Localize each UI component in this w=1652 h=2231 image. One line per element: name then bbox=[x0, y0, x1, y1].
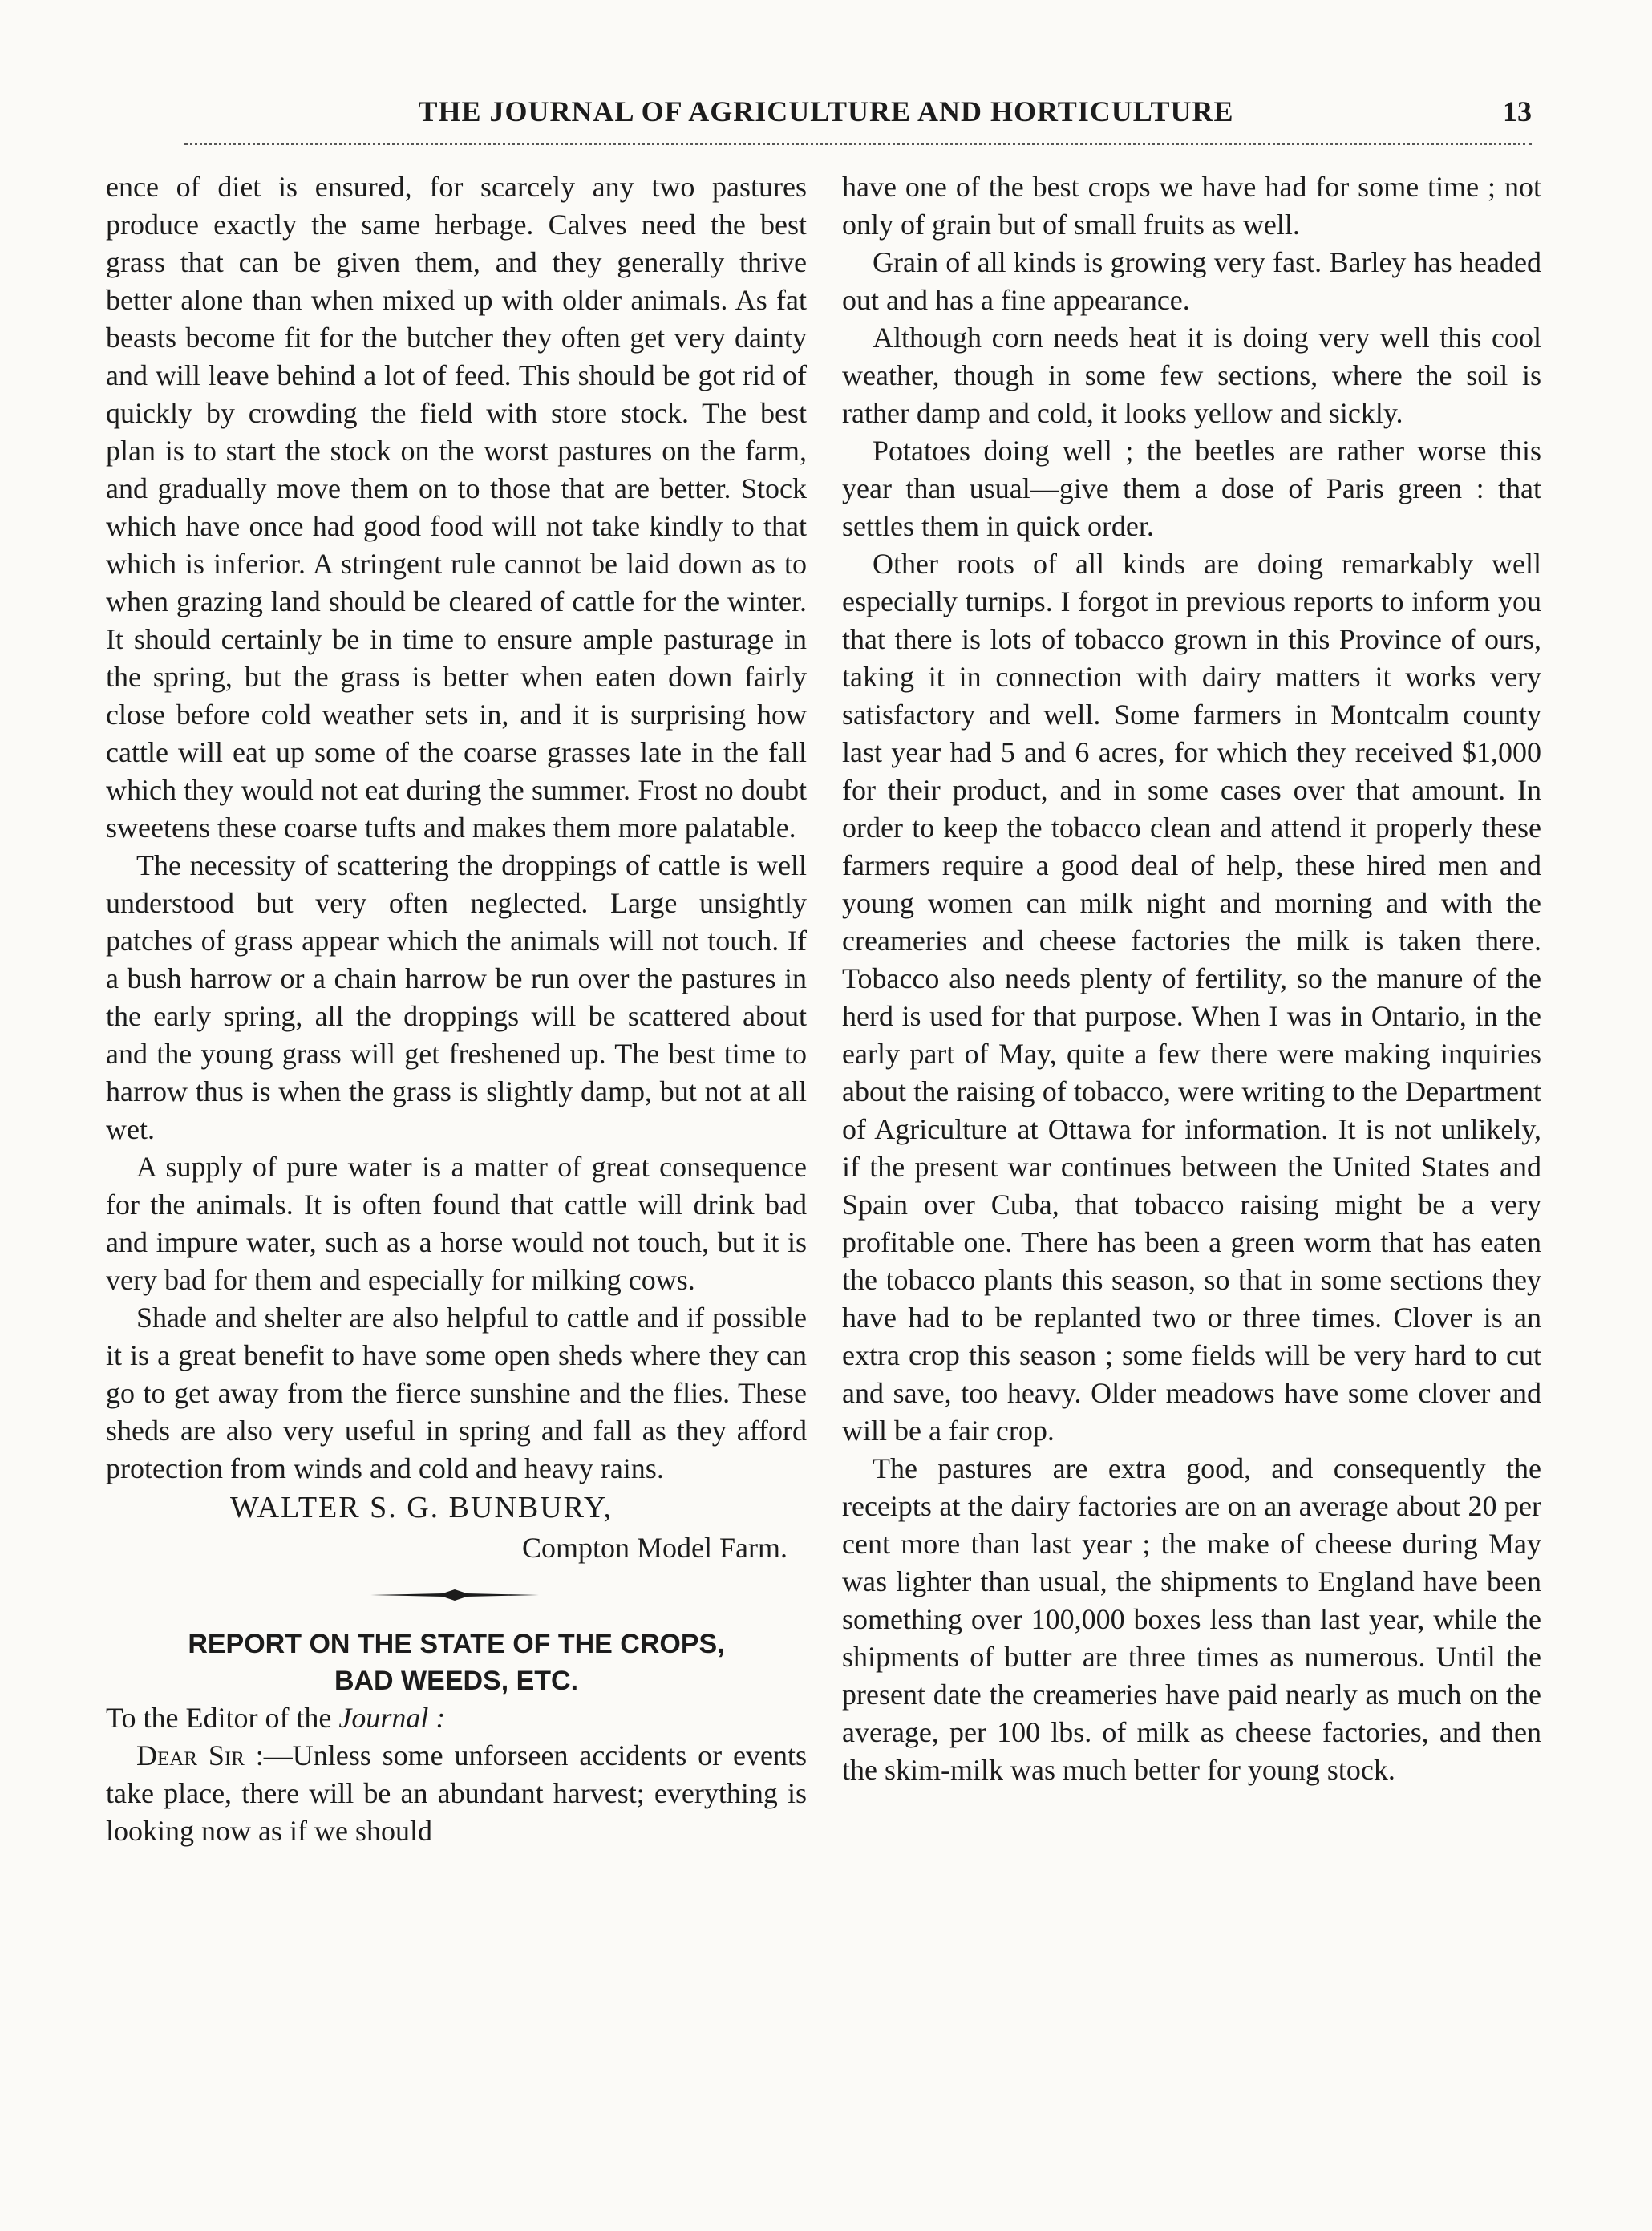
paragraph-text: :—Unless some unforseen accidents or events take place, there will be an abundant harvest; everything is looking now as if we should bbox=[106, 1739, 807, 1847]
left-column bbox=[106, 168, 807, 2125]
section-divider-ornament bbox=[106, 1579, 807, 1618]
paragraph: Other roots of all kinds are doing remarkably well especially turnips. I forgot in previous reports to inform you that there is lots of tobacco grown in this Province of ours, taking it in connection with dairy matters it works very satisfactory and well. Some farmers in Montcalm county last year had 5 and 6 acres, for which they received $1,000 for their product, and in some cases over that amount. In order to keep the tobacco clean and attend it properly these farmers require a good deal of help, these hired men and young women can milk night and morning and with the creameries and cheese factories the milk is taken there. Tobacco also needs plenty of fertility, so the manure of the herd is used for that purpose. When I was in Ontario, in the early part of May, quite a few there were making inquiries about the raising of tobacco, were writing to the Department of Agriculture at Ottawa for information. It is not unlikely, if the present war continues between the United States and Spain over Cuba, that tobacco raising might be a very profitable one. There has been a green worm that has eaten the tobacco plants this season, so that in some sections they have had to be replanted two or three times. Clover is an extra crop this season ; some fields will be very hard to cut and save, too heavy. Older meadows have some clover and will be a fair crop. bbox=[842, 548, 1541, 1447]
paragraph bbox=[106, 1737, 807, 1850]
paragraph: Potatoes doing well ; the beetles are rather worse this year than usual—give them a dose of Paris green : that settles them in quick order. bbox=[842, 435, 1541, 542]
salutation-text: To the Editor of the bbox=[106, 1702, 339, 1734]
section-title: BAD WEEDS, ETC. bbox=[334, 1666, 579, 1696]
running-header bbox=[120, 95, 1532, 144]
paragraph: The pastures are extra good, and consequently the receipts at the dairy factories are on an average about 20 per cent more than last year ; the make of cheese during May was lighter than usual, the shipments to England have been something over 100,000 boxes less than last year, while the shipments of butter are three times as numerous. Until the present date the creameries have paid nearly as much on the average, per 100 lbs. of milk as cheese factories, and then the skim-milk was much better for young stock. bbox=[842, 1452, 1541, 1786]
journal-name: Journal : bbox=[338, 1702, 446, 1734]
right-column bbox=[842, 168, 1541, 2125]
section-title: REPORT ON THE STATE OF THE CROPS, bbox=[188, 1629, 725, 1659]
paragraph: have one of the best crops we have had for some time ; not only of grain but of small fruits as well. bbox=[842, 171, 1541, 241]
dear-sir: Dear Sir bbox=[136, 1739, 245, 1771]
paragraph: Although corn needs heat it is doing very well this cool weather, though in some few sections, where the soil is rather damp and cold, it looks yellow and sickly. bbox=[842, 322, 1541, 429]
salutation bbox=[106, 1699, 807, 1737]
page-number: 13 bbox=[1503, 95, 1532, 128]
paragraph: ence of diet is ensured, for scarcely any two pastures produce exactly the same herbage. Calves need the best grass that can be given them, and they generally thrive better alone than when mixed up with older animals. As fat beasts become fit for the butcher they often get very dainty and will leave behind a lot of feed. This should be got rid of quickly by crowding the field with store stock. The best plan is to start the stock on the worst pastures on the farm, and gradually move them on to those that are better. Stock which have once had good food will not take kindly to that which is inferior. A stringent rule cannot be laid down as to when grazing land should be cleared of cattle for the winter. It should certainly be in time to ensure ample pasturage in the spring, but the grass is better when eaten down fairly close before cold weather sets in, and it is surprising how cattle will eat up some of the coarse grasses late in the fall which they would not eat during the summer. Frost no doubt sweetens these coarse tufts and makes them more palatable. bbox=[106, 171, 807, 844]
paragraph: Shade and shelter are also helpful to cattle and if possible it is a great benefit to have some open sheds where they can go to get away from the fierce sunshine and the flies. These sheds are also very useful in spring and fall as they afford protection from winds and cold and heavy rains. bbox=[106, 1302, 807, 1484]
signature-place: Compton Model Farm. bbox=[522, 1532, 788, 1564]
paragraph: Grain of all kinds is growing very fast. Barley has headed out and has a fine appearance. bbox=[842, 246, 1541, 316]
header-rule bbox=[184, 143, 1532, 145]
paragraph: The necessity of scattering the droppings of cattle is well understood but very often neglected. Large unsightly patches of grass appear which the animals will not touch. If a bush harrow or a chain harrow be run over the pastures in the early spring, all the droppings will be scattered about and the young grass will get freshened up. The best time to harrow thus is when the grass is slightly damp, but not at all wet. bbox=[106, 849, 807, 1145]
journal-title: THE JOURNAL OF AGRICULTURE AND HORTICULTURE bbox=[418, 95, 1234, 128]
signature-name: WALTER S. G. BUNBURY, bbox=[230, 1491, 613, 1524]
paragraph: A supply of pure water is a matter of great consequence for the animals. It is often found that cattle will drink bad and impure water, such as a horse would not touch, but it is very bad for them and especially for milking cows. bbox=[106, 1151, 807, 1296]
